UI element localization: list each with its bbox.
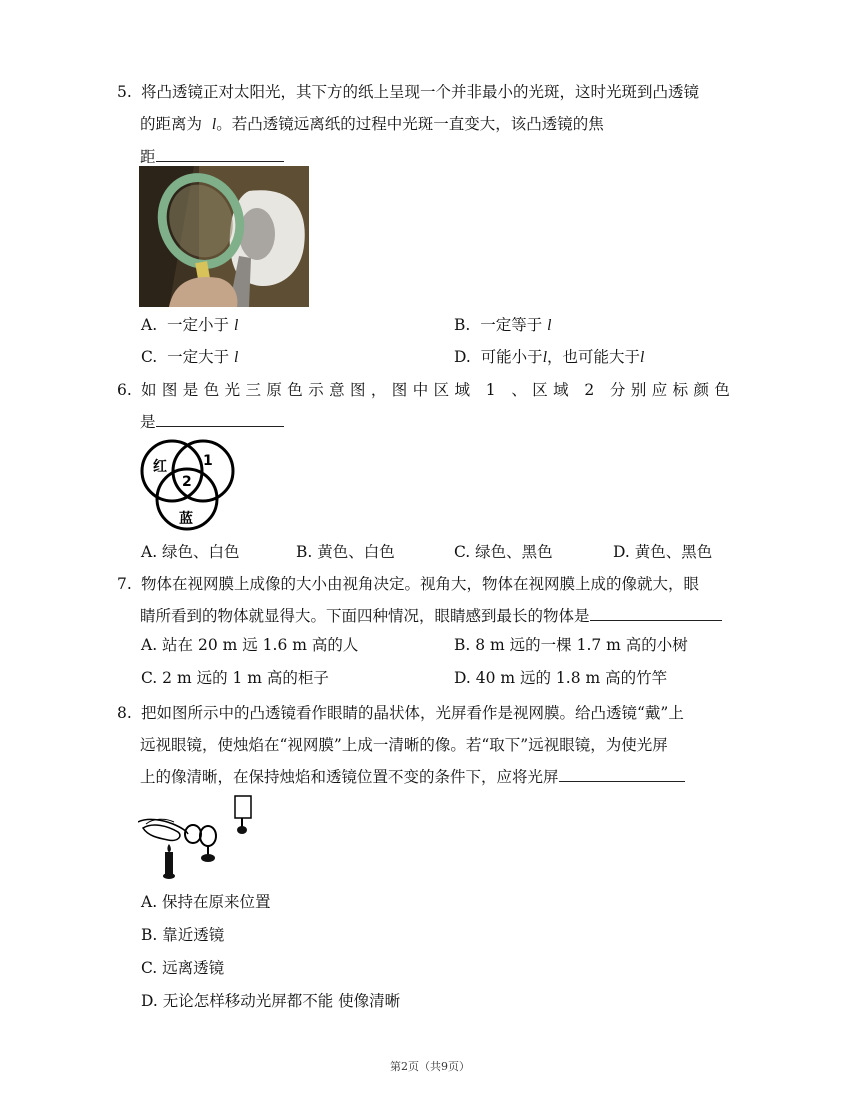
magnifier-photo bbox=[139, 166, 309, 307]
question-text: 的距离为 bbox=[140, 115, 203, 133]
question-number: 7. bbox=[117, 575, 132, 593]
label-red: 红 bbox=[153, 459, 167, 475]
variable-l: l bbox=[211, 116, 217, 133]
question-text: 距 bbox=[140, 148, 156, 166]
question-text: 。若凸透镜远离纸的过程中光斑一直变大，该凸透镜的焦 bbox=[216, 115, 604, 133]
option-b[interactable]: B. 靠近透镜 bbox=[141, 926, 225, 944]
option-c[interactable]: C. 绿色、黑色 bbox=[454, 543, 553, 561]
answer-blank[interactable] bbox=[559, 763, 685, 782]
question-7 bbox=[117, 568, 762, 632]
question-text: 如图是色光三原色示意图，图中区域 1 、区域 2 分别应标颜色 bbox=[141, 381, 736, 399]
label-blue: 蓝 bbox=[179, 511, 193, 527]
option-a[interactable]: A. 保持在原来位置 bbox=[141, 893, 271, 911]
answer-blank[interactable] bbox=[156, 143, 284, 162]
option-d[interactable]: D. 可能小于l，也可能大于l bbox=[454, 348, 645, 366]
label-region-2: 2 bbox=[182, 474, 192, 490]
question-5 bbox=[117, 76, 762, 173]
question-text: 把如图所示中的凸透镜看作眼睛的晶状体，光屏看作是视网膜。给凸透镜“戴”上 bbox=[141, 704, 684, 722]
option-d[interactable]: D. 无论怎样移动光屏都不能 使像清晰 bbox=[141, 992, 401, 1010]
option-a[interactable]: A. 绿色、白色 bbox=[141, 543, 240, 561]
option-b[interactable]: B. 一定等于 l bbox=[454, 316, 552, 334]
question-text: 睛所看到的物体就显得大。下面四种情况，眼睛感到最长的物体是 bbox=[140, 607, 590, 625]
lens-experiment-figure bbox=[138, 792, 263, 884]
question-8 bbox=[117, 697, 762, 793]
question-text: 是 bbox=[140, 413, 156, 431]
option-b[interactable]: B. 黄色、白色 bbox=[296, 543, 395, 561]
question-text: 物体在视网膜上成像的大小由视角决定。视角大，物体在视网膜上成的像就大，眼 bbox=[141, 575, 700, 593]
question-number: 5. bbox=[117, 83, 132, 101]
question-text: 上的像清晰，在保持烛焰和透镜位置不变的条件下，应将光屏 bbox=[140, 768, 559, 786]
option-c[interactable]: C. 远离透镜 bbox=[141, 959, 225, 977]
question-6 bbox=[117, 374, 762, 438]
question-text: 将凸透镜正对太阳光，其下方的纸上呈现一个并非最小的光斑，这时光斑到凸透镜 bbox=[141, 83, 700, 101]
option-a[interactable]: A. 一定小于 l bbox=[141, 316, 239, 334]
option-d[interactable]: D. 40 m 远的 1.8 m 高的竹竿 bbox=[454, 669, 668, 687]
color-venn-diagram bbox=[139, 433, 239, 536]
option-c[interactable]: C. 一定大于 l bbox=[141, 348, 239, 366]
label-region-1: 1 bbox=[203, 453, 213, 469]
question-text: 远视眼镜，使烛焰在“视网膜”上成一清晰的像。若“取下”远视眼镜，为使光屏 bbox=[140, 736, 668, 754]
option-c[interactable]: C. 2 m 远的 1 m 高的柜子 bbox=[141, 669, 329, 687]
option-a[interactable]: A. 站在 20 m 远 1.6 m 高的人 bbox=[141, 636, 359, 654]
answer-blank[interactable] bbox=[156, 408, 284, 427]
answer-blank[interactable] bbox=[590, 602, 722, 621]
question-number: 8. bbox=[117, 704, 132, 722]
question-number: 6. bbox=[117, 381, 132, 399]
option-d[interactable]: D. 黄色、黑色 bbox=[613, 543, 713, 561]
page-footer: 第2页（共9页） bbox=[390, 1060, 470, 1073]
option-b[interactable]: B. 8 m 远的一棵 1.7 m 高的小树 bbox=[454, 636, 688, 654]
